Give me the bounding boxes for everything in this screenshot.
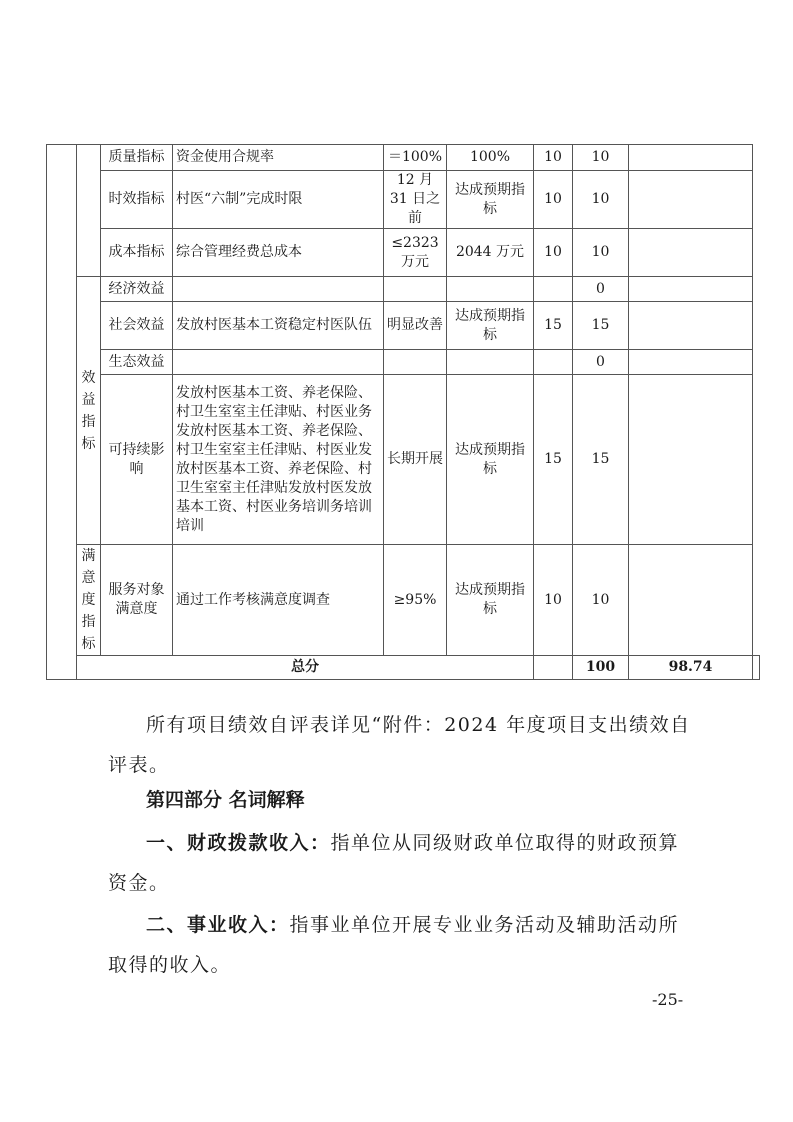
weight: 10 <box>534 229 573 277</box>
score: 10 <box>573 145 629 171</box>
remark <box>629 171 753 229</box>
weight: 10 <box>534 545 573 656</box>
term-text: 指事业单位开展专业业务活动及辅助活动所取得的收入。 <box>108 914 680 976</box>
appendix-note-text: 所有项目绩效自评表详见“附件：2024 年度项目支出绩效自评表。 <box>108 714 691 776</box>
indicator: 发放村医基本工资、养老保险、村卫生室室主任津贴、村医业务发放村医基本工资、养老保险、村卫生室室主任津贴、村医业发放村医基本工资、养老保险、村卫生室室主任津贴发放村医发放基本工资、村医业务培训务培训培训 <box>173 375 384 545</box>
score: 0 <box>573 350 629 375</box>
score: 10 <box>573 229 629 277</box>
remark <box>629 229 753 277</box>
benefit-group-label: 效益指标 <box>77 277 101 545</box>
term-label: 二、事业收入： <box>146 914 290 936</box>
target-value: 明显改善 <box>384 302 447 350</box>
term-text: 指单位从同级财政单位取得的财政预算资金。 <box>108 832 680 894</box>
sub-category: 服务对象满意度 <box>101 545 173 656</box>
target-value: ＝100% <box>384 145 447 171</box>
remark <box>629 350 753 375</box>
weight: 15 <box>534 375 573 545</box>
total-row <box>47 656 760 680</box>
table-row <box>47 145 760 171</box>
sub-category: 经济效益 <box>101 277 173 302</box>
score: 10 <box>573 545 629 656</box>
table-row <box>47 277 760 302</box>
weight <box>534 350 573 375</box>
level1-indicator-cell <box>47 145 77 680</box>
total-actual <box>534 656 573 680</box>
indicator <box>173 350 384 375</box>
performance-evaluation-table <box>46 144 760 680</box>
actual-value: 达成预期指标 <box>447 302 534 350</box>
score: 15 <box>573 375 629 545</box>
indicator <box>173 277 384 302</box>
table-row <box>47 171 760 229</box>
total-label: 总分 <box>77 656 534 680</box>
satisfaction-group-label: 满意度指标 <box>77 545 101 656</box>
total-remark <box>753 656 760 680</box>
table-row <box>47 375 760 545</box>
indicator: 村医“六制”完成时限 <box>173 171 384 229</box>
score: 0 <box>573 277 629 302</box>
sub-category: 质量指标 <box>101 145 173 171</box>
section-heading: 第四部分 名词解释 <box>146 789 305 811</box>
remark <box>629 145 753 171</box>
actual-value: 2044 万元 <box>447 229 534 277</box>
sub-category: 成本指标 <box>101 229 173 277</box>
table-row <box>47 545 760 656</box>
sub-category: 可持续影响 <box>101 375 173 545</box>
total-score: 98.74 <box>629 656 753 680</box>
indicator: 综合管理经费总成本 <box>173 229 384 277</box>
sub-category: 社会效益 <box>101 302 173 350</box>
weight <box>534 277 573 302</box>
target-value: ≥95% <box>384 545 447 656</box>
target-value <box>384 350 447 375</box>
actual-value <box>447 350 534 375</box>
page-number: -25- <box>652 990 684 1009</box>
indicator: 通过工作考核满意度调查 <box>173 545 384 656</box>
term-definition-2 <box>108 905 698 985</box>
target-value: 长期开展 <box>384 375 447 545</box>
target-value: 12 月 31 日之前 <box>384 171 447 229</box>
weight: 10 <box>534 145 573 171</box>
remark <box>629 277 753 302</box>
table-row <box>47 229 760 277</box>
output-indicator-group-cell <box>77 145 101 277</box>
weight: 15 <box>534 302 573 350</box>
sub-category: 时效指标 <box>101 171 173 229</box>
actual-value <box>447 277 534 302</box>
weight: 10 <box>534 171 573 229</box>
total-weight: 100 <box>573 656 629 680</box>
table-row <box>47 350 760 375</box>
actual-value: 达成预期指标 <box>447 171 534 229</box>
actual-value: 100% <box>447 145 534 171</box>
appendix-note-paragraph <box>108 705 698 785</box>
actual-value: 达成预期指标 <box>447 545 534 656</box>
term-label: 一、财政拨款收入： <box>146 832 331 854</box>
indicator: 资金使用合规率 <box>173 145 384 171</box>
term-definition-1 <box>108 823 698 903</box>
remark <box>629 375 753 545</box>
remark <box>629 302 753 350</box>
remark <box>629 545 753 656</box>
actual-value: 达成预期指标 <box>447 375 534 545</box>
sub-category: 生态效益 <box>101 350 173 375</box>
target-value <box>384 277 447 302</box>
indicator: 发放村医基本工资稳定村医队伍 <box>173 302 384 350</box>
target-value: ≤2323 万元 <box>384 229 447 277</box>
table-row <box>47 302 760 350</box>
score: 15 <box>573 302 629 350</box>
score: 10 <box>573 171 629 229</box>
